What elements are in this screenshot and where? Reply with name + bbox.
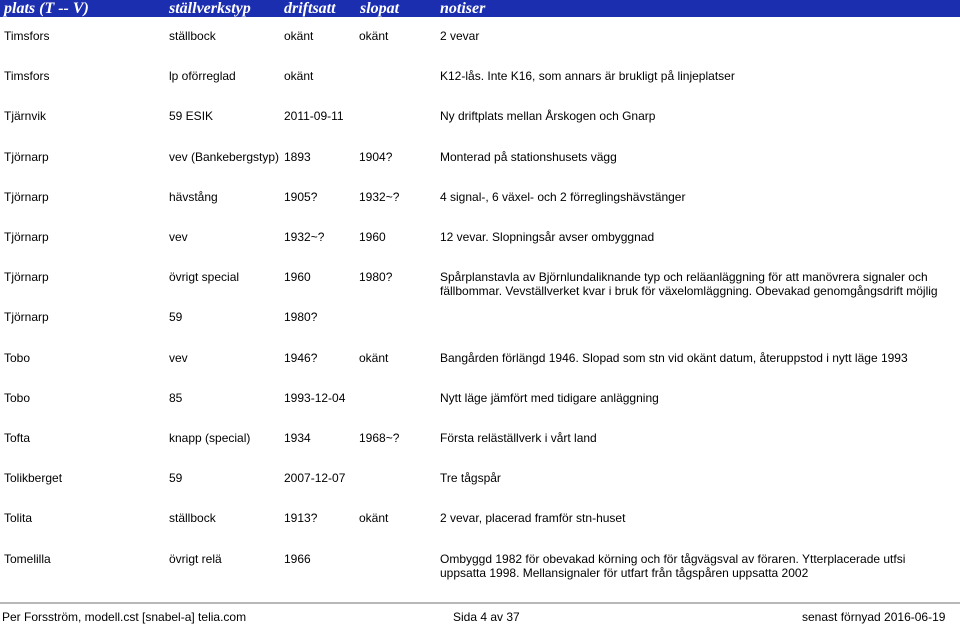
header-end: slopat <box>360 0 400 17</box>
footer-updated: senast förnyad 2016-06-19 <box>802 610 946 624</box>
end-cell: 1968~? <box>359 431 400 445</box>
note-cell: 12 vevar. Slopningsår avser ombyggnad <box>440 230 655 244</box>
column-header-bar <box>0 0 960 17</box>
place-cell: Tolikberget <box>4 471 63 485</box>
note-cell: Spårplanstavla av Björnlundaliknande typ och reläanläggning för att manövrera signaler och fällbommar. Vevställverket kvar i bruk för växelomläggning. Obevakad genomgångsdrift möjlig <box>440 270 938 298</box>
footer-author: Per Forsström, modell.cst [snabel-a] telia.com <box>2 610 247 624</box>
place-cell: Tjörnarp <box>4 230 49 244</box>
place-cell: Tjörnarp <box>4 190 49 204</box>
type-cell: vev (Bankebergstyp) <box>169 150 280 164</box>
header-type: ställverkstyp <box>169 0 251 17</box>
place-cell: Tomelilla <box>4 552 51 566</box>
type-cell: hävstång <box>169 190 218 204</box>
place-cell: Tjärnvik <box>4 109 47 123</box>
note-cell: Ny driftplats mellan Årskogen och Gnarp <box>440 109 656 123</box>
type-cell: 85 <box>169 391 183 405</box>
place-cell: Tofta <box>4 431 31 445</box>
start-cell: 1934 <box>284 431 311 445</box>
start-cell: 1946? <box>284 351 318 365</box>
end-cell: okänt <box>359 511 389 525</box>
footer-divider <box>0 602 960 604</box>
type-cell: 59 ESIK <box>169 109 214 123</box>
end-cell: 1980? <box>359 270 393 284</box>
note-cell: Monterad på stationshusets vägg <box>440 150 617 164</box>
note-cell: K12-lås. Inte K16, som annars är brukligt på linjeplatser <box>440 69 735 83</box>
note-cell: Bangården förlängd 1946. Slopad som stn vid okänt datum, återuppstod i nytt läge 1993 <box>440 351 908 365</box>
end-cell: 1960 <box>359 230 386 244</box>
place-cell: Tjörnarp <box>4 310 49 324</box>
start-cell: 1966 <box>284 552 311 566</box>
start-cell: 1932~? <box>284 230 325 244</box>
footer-page-number: Sida 4 av 37 <box>453 610 520 624</box>
start-cell: 1960 <box>284 270 311 284</box>
header-notes: notiser <box>440 0 486 17</box>
end-cell: okänt <box>359 351 389 365</box>
place-cell: Timsfors <box>4 69 50 83</box>
note-cell: 2 vevar <box>440 29 480 43</box>
place-cell: Tobo <box>4 351 31 365</box>
end-cell: 1904? <box>359 150 393 164</box>
type-cell: vev <box>169 230 188 244</box>
type-cell: 59 <box>169 310 183 324</box>
type-cell: ställbock <box>169 511 216 525</box>
place-cell: Tolita <box>4 511 33 525</box>
start-cell: 2007-12-07 <box>284 471 346 485</box>
place-cell: Tjörnarp <box>4 150 49 164</box>
type-cell: ställbock <box>169 29 216 43</box>
note-cell: 4 signal-, 6 växel- och 2 förreglingshävstänger <box>440 190 686 204</box>
start-cell: 2011-09-11 <box>284 109 344 123</box>
place-cell: Tjörnarp <box>4 270 49 284</box>
start-cell: okänt <box>284 69 314 83</box>
start-cell: 1993-12-04 <box>284 391 346 405</box>
start-cell: 1980? <box>284 310 318 324</box>
note-cell: Nytt läge jämfört med tidigare anläggning <box>440 391 659 405</box>
type-cell: vev <box>169 351 188 365</box>
note-cell: 2 vevar, placerad framför stn-huset <box>440 511 626 525</box>
end-cell: 1932~? <box>359 190 400 204</box>
type-cell: knapp (special) <box>169 431 251 445</box>
place-cell: Tobo <box>4 391 31 405</box>
note-cell: Första reläställverk i vårt land <box>440 431 597 445</box>
start-cell: 1905? <box>284 190 318 204</box>
type-cell: 59 <box>169 471 183 485</box>
type-cell: övrigt relä <box>169 552 222 566</box>
start-cell: 1913? <box>284 511 318 525</box>
note-cell: Ombyggd 1982 för obevakad körning och för tågvägsval av föraren. Ytterplacerade utfsi uppsatta 1998. Mellansignaler för utfart från tågspåren uppsatta 2002 <box>440 552 906 580</box>
header-start: driftsatt <box>284 0 336 17</box>
note-cell: Tre tågspår <box>440 471 501 485</box>
place-cell: Timsfors <box>4 29 50 43</box>
start-cell: 1893 <box>284 150 311 164</box>
type-cell: övrigt special <box>169 270 240 284</box>
header-place: plats (T -- V) <box>4 0 89 17</box>
type-cell: lp oförreglad <box>169 69 236 83</box>
start-cell: okänt <box>284 29 314 43</box>
end-cell: okänt <box>359 29 389 43</box>
